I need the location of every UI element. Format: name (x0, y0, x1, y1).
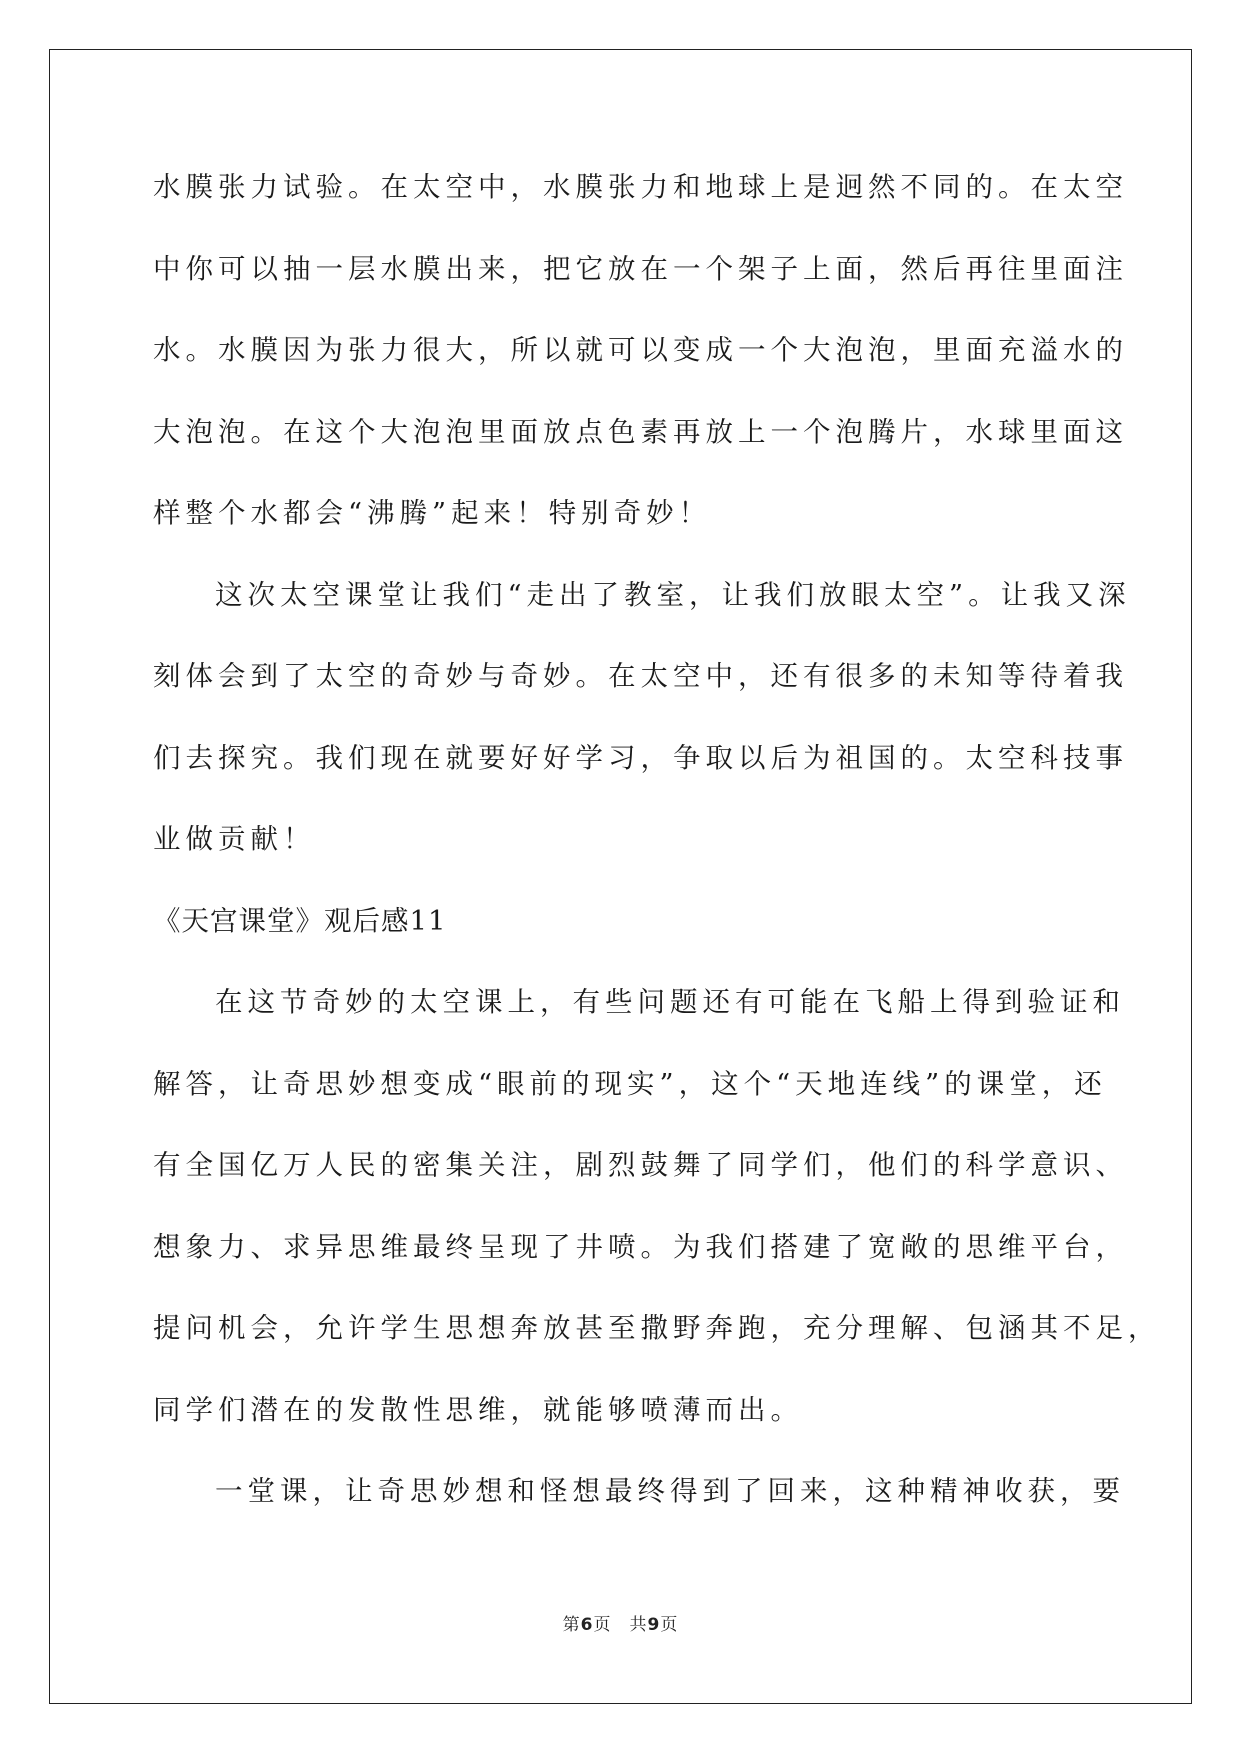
text-line: 们去探究。我们现在就要好好学习，争取以后为祖国的。太空科技事 (153, 741, 1128, 774)
footer-page-suffix: 页 (593, 1615, 612, 1635)
text-line: 解答，让奇思妙想变成“眼前的现实”，这个“天地连线”的课堂，还 (153, 1067, 1107, 1100)
footer-total-suffix: 页 (660, 1615, 679, 1635)
paragraph-first-line: 这次太空课堂让我们“走出了教室，让我们放眼太空”。让我又深 (215, 578, 1131, 611)
text-line: 有全国亿万人民的密集关注，剧烈鼓舞了同学们，他们的科学意识、 (153, 1149, 1128, 1181)
footer-total-prefix: 共 (629, 1615, 648, 1635)
text-line: 大泡泡。在这个大泡泡里面放点色素再放上一个泡腾片，水球里面这 (153, 415, 1128, 448)
current-page-number: 6 (580, 1615, 594, 1635)
text-line: 水。水膜因为张力很大，所以就可以变成一个大泡泡，里面充溢水的 (153, 334, 1128, 366)
text-line: 水膜张力试验。在太空中，水膜张力和地球上是迥然不同的。在太空 (153, 171, 1128, 203)
text-line: 业做贡献！ (153, 823, 316, 855)
page-footer (0, 1610, 1241, 1635)
document-body (153, 158, 1161, 1544)
section-heading: 《天宫课堂》观后感11 (153, 904, 447, 937)
total-page-number: 9 (647, 1615, 661, 1635)
text-line: 刻体会到了太空的奇妙与奇妙。在太空中，还有很多的未知等待着我 (153, 660, 1128, 692)
paragraph-first-line: 在这节奇妙的太空课上，有些问题还有可能在飞船上得到验证和 (215, 986, 1125, 1018)
footer-prefix: 第 (562, 1615, 581, 1635)
text-line: 中你可以抽一层水膜出来，把它放在一个架子上面，然后再往里面注 (153, 252, 1128, 285)
paragraph-first-line: 一堂课，让奇思妙想和怪想最终得到了回来，这种精神收获，要 (215, 1475, 1125, 1507)
text-line: 同学们潜在的发散性思维，就能够喷薄而出。 (153, 1393, 803, 1426)
text-line: 提问机会，允许学生思想奔放甚至撒野奔跑，充分理解、包涵其不足， (153, 1312, 1161, 1344)
text-line: 想象力、求异思维最终呈现了井喷。为我们搭建了宽敞的思维平台， (153, 1230, 1128, 1263)
text-line: 样整个水都会“沸腾”起来！特别奇妙！ (153, 497, 712, 529)
